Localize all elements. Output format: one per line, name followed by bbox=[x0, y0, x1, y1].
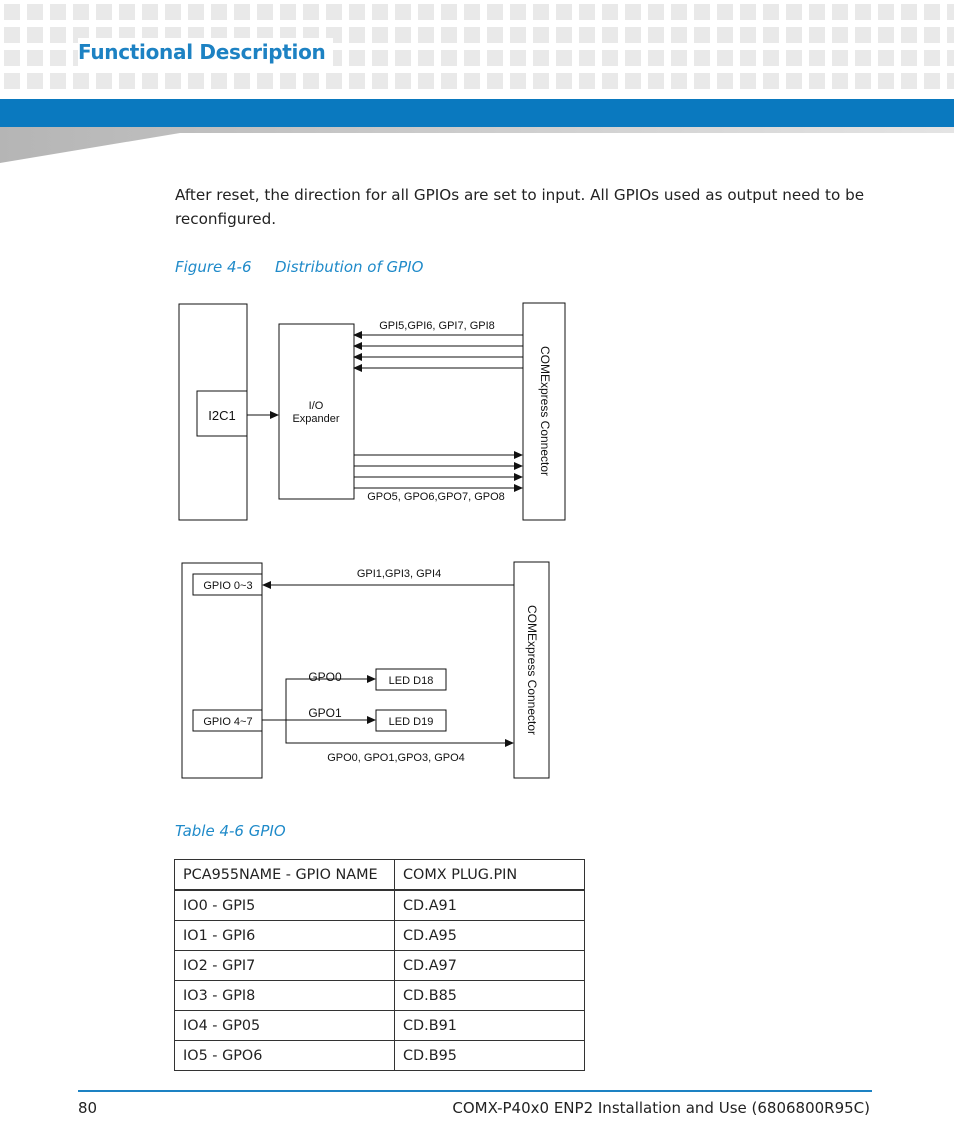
expander-label-2: Expander bbox=[292, 413, 340, 425]
table-cell: IO2 - GPI7 bbox=[175, 951, 395, 981]
table-cell: CD.B91 bbox=[395, 1011, 585, 1041]
table-row bbox=[175, 921, 585, 951]
table-header-cell: COMX PLUG.PIN bbox=[395, 860, 585, 891]
table-cell: IO4 - GP05 bbox=[175, 1011, 395, 1041]
bottom-outputs-label: GPO0, GPO1,GPO3, GPO4 bbox=[327, 752, 465, 764]
table-cell: CD.B85 bbox=[395, 981, 585, 1011]
led-d19-label: LED D19 bbox=[388, 716, 434, 728]
figure-label: Figure 4-6 bbox=[175, 258, 252, 276]
table-cell: CD.B95 bbox=[395, 1041, 585, 1071]
top-outputs-label: GPO5, GPO6,GPO7, GPO8 bbox=[367, 491, 505, 503]
page-number: 80 bbox=[78, 1099, 98, 1117]
footer-rule bbox=[78, 1090, 872, 1092]
table-header-row bbox=[175, 860, 585, 891]
table-row bbox=[175, 890, 585, 921]
top-connector-label: COMExpress Connector bbox=[538, 345, 552, 477]
table-row bbox=[175, 1041, 585, 1071]
table-cell: IO1 - GPI6 bbox=[175, 921, 395, 951]
expander-label-1: I/O bbox=[308, 400, 324, 412]
gpio-out-label: GPIO 4~7 bbox=[203, 716, 253, 728]
i2c-label: I2C1 bbox=[208, 408, 236, 423]
table-cell: IO5 - GPO6 bbox=[175, 1041, 395, 1071]
table-row bbox=[175, 981, 585, 1011]
led-d18-label: LED D18 bbox=[388, 675, 434, 687]
table-row bbox=[175, 1011, 585, 1041]
table-caption: Table 4-6 GPIO bbox=[175, 822, 286, 840]
table-row bbox=[175, 951, 585, 981]
gpio-in-label: GPIO 0~3 bbox=[203, 580, 253, 592]
section-title: Functional Description bbox=[78, 38, 333, 66]
gpo0-label: GPO0 bbox=[308, 670, 342, 684]
table-cell: CD.A91 bbox=[395, 890, 585, 921]
figure-title: Distribution of GPIO bbox=[275, 258, 424, 276]
body-paragraph: After reset, the direction for all GPIOs are set to input. All GPIOs used as output need to be reconfigured. bbox=[175, 186, 865, 228]
bottom-connector-label: COMExpress Connector bbox=[525, 604, 539, 736]
table-cell: IO3 - GPI8 bbox=[175, 981, 395, 1011]
bottom-inputs-label: GPI1,GPI3, GPI4 bbox=[356, 568, 442, 580]
gpio-table bbox=[174, 859, 585, 1071]
table-header-cell: PCA955NAME - GPIO NAME bbox=[175, 860, 395, 891]
document-title: COMX-P40x0 ENP2 Installation and Use (6806800R95C) bbox=[452, 1099, 870, 1117]
table-cell: CD.A97 bbox=[395, 951, 585, 981]
top-inputs-label: GPI5,GPI6, GPI7, GPI8 bbox=[379, 320, 495, 332]
gpo1-label: GPO1 bbox=[308, 706, 342, 720]
table-cell: CD.A95 bbox=[395, 921, 585, 951]
table-cell: IO0 - GPI5 bbox=[175, 890, 395, 921]
